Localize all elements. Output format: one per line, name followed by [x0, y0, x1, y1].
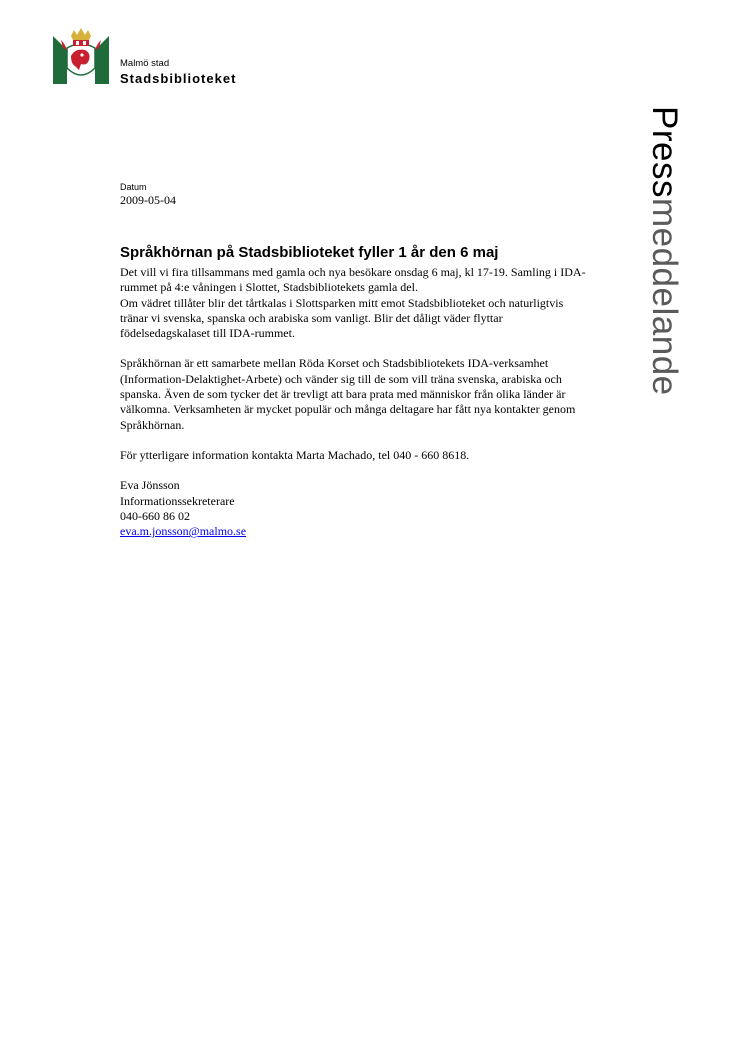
- article-body: [120, 243, 590, 539]
- organization-name: Malmö stad: [120, 58, 170, 69]
- malmo-coat-of-arms-icon: [53, 26, 109, 84]
- date-label: Datum: [120, 182, 147, 192]
- contact-phone: 040-660 86 02: [120, 508, 190, 523]
- paragraph-3: Språkhörnan är ett samarbete mellan Röda Korset och Stadsbibliotekets IDA-verksamhet (Information-Delaktighet-Arbete) och vänder sig till de som vill träna svenska, arabiska och spanska. Även de som tycker det är trevligt att bara prata med människor från olika länder är välkomna. Verksamheten är mycket populär och många deltagare har fått nya kontakter genom Språkhörnan.: [120, 356, 576, 432]
- paragraph-2: Om vädret tillåter blir det tårtkalas i Slottsparken mitt emot Stadsbiblioteket och naturligtvis tränar vi svenska, spanska och arabiska som vanligt. Blir det dåligt väder flyttar födelsedagskalaset till IDA-rummet.: [120, 295, 564, 341]
- article-headline: Språkhörnan på Stadsbiblioteket fyller 1 år den 6 maj: [120, 244, 499, 261]
- press-label-part1: Press: [645, 106, 684, 198]
- paragraph-4: För ytterligare information kontakta Marta Machado, tel 040 - 660 8618.: [120, 447, 470, 462]
- contact-email-link[interactable]: eva.m.jonsson@malmo.se: [120, 524, 247, 539]
- contact-block: [120, 478, 590, 539]
- department-name: Stadsbiblioteket: [120, 71, 237, 86]
- press-release-label: [643, 106, 685, 396]
- contact-name: Eva Jönsson: [120, 478, 180, 493]
- press-label-part2: meddelande: [645, 197, 684, 396]
- date-value: 2009-05-04: [120, 193, 176, 207]
- contact-title: Informationssekreterare: [120, 493, 235, 508]
- paragraph-1: Det vill vi fira tillsammans med gamla och nya besökare onsdag 6 maj, kl 17-19. Samling i IDA-rummet på 4:e våningen i Slottet, Stadsbibliotekets gamla del.: [120, 265, 586, 295]
